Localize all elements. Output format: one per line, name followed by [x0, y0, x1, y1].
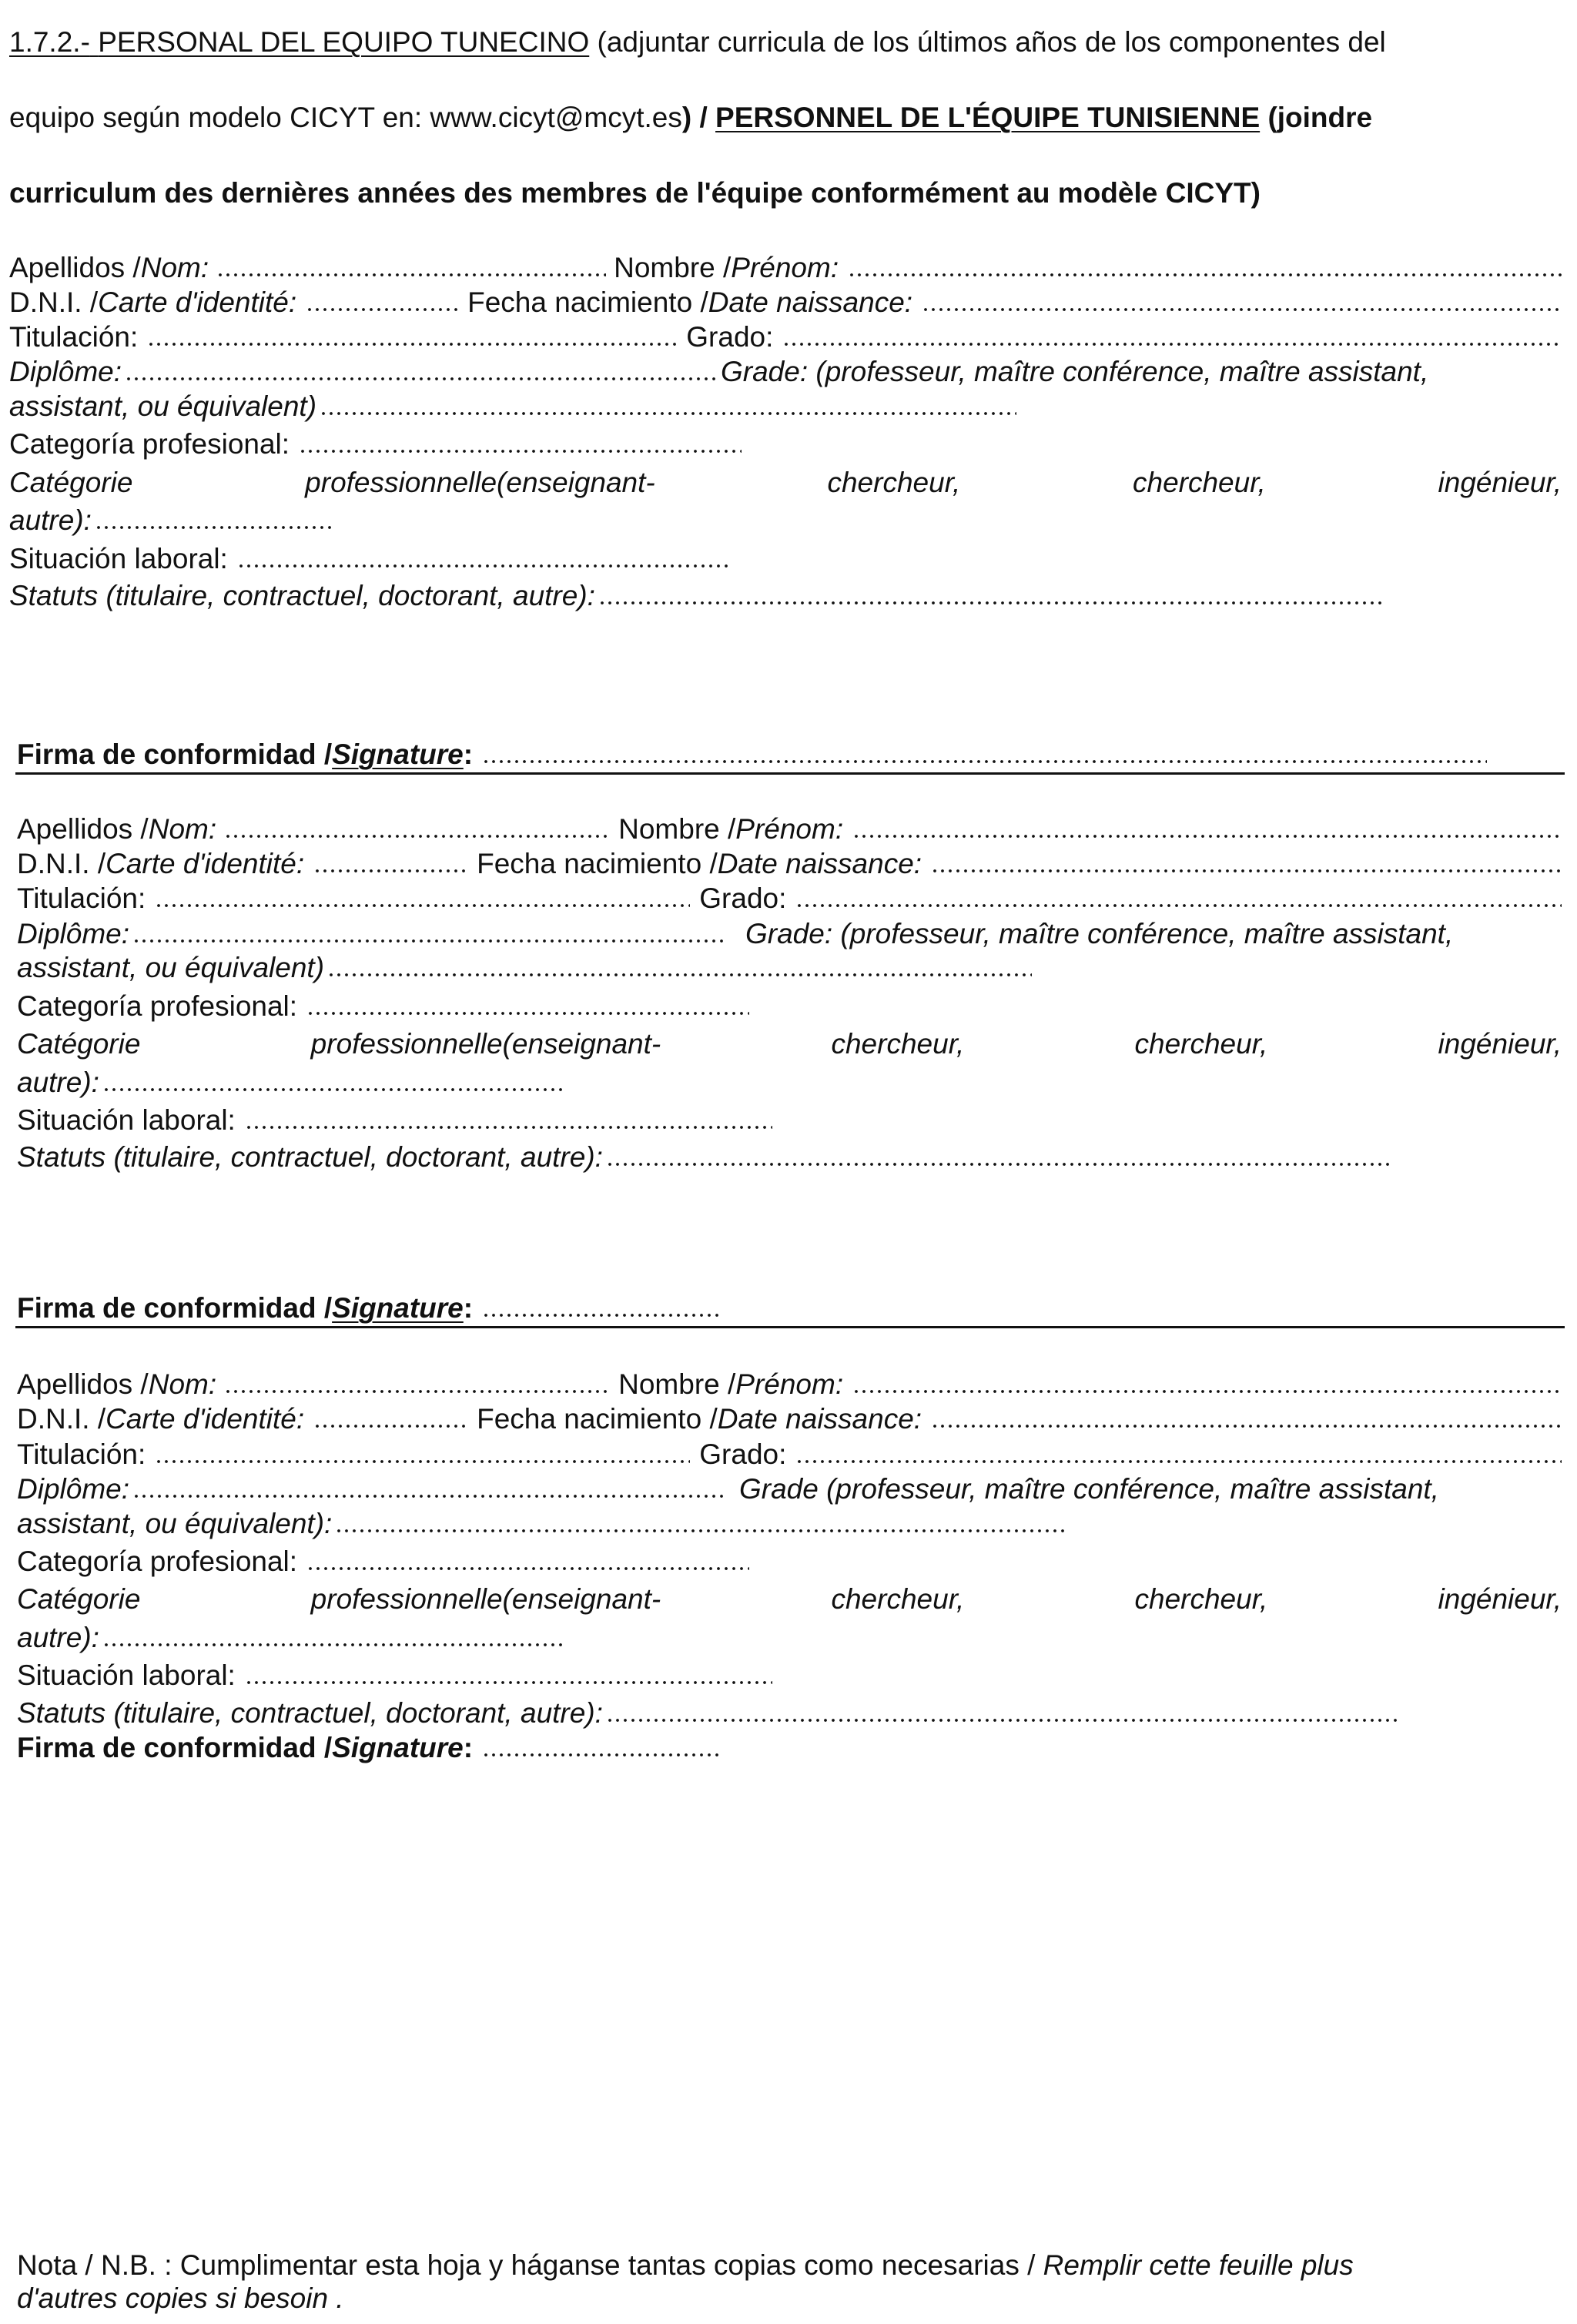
person-3-row-dni: D.N.I. / Carte d'identité: Fecha nacimiento / Date naissance:: [17, 1400, 1562, 1438]
footer-note-line-2: d'autres copies si besoin .: [17, 2282, 344, 2314]
person-2-row-assistant: assistant, ou équivalent): [17, 949, 1562, 987]
person-3-statuts-field[interactable]: [606, 1716, 1399, 1723]
person-3-grade-field[interactable]: [335, 1527, 1066, 1533]
person-2-row-nom: Apellidos / Nom: Nombre / Prénom:: [17, 810, 1562, 849]
person-1-row-firma: Firma de conformidad / Signature :: [17, 735, 1562, 774]
person-3-row-firma: Firma de conformidad / Signature :: [17, 1729, 1562, 1767]
person-1-diplome-field[interactable]: [125, 375, 718, 381]
header-line-3: curriculum des dernières années des membres de l'équipe conformément au modèle CICYT): [9, 177, 1261, 209]
person-2-row-dni: D.N.I. / Carte d'identité: Fecha nacimiento / Date naissance:: [17, 845, 1562, 883]
person-2-row-situacion: Situación laboral:: [17, 1101, 1562, 1140]
person-3-dni-field[interactable]: [313, 1422, 467, 1428]
section-title-fr: PERSONNEL DE L'ÉQUIPE TUNISIENNE: [715, 102, 1261, 133]
person-3-nombre-field[interactable]: [852, 1388, 1562, 1394]
person-1-row-autre: autre):: [9, 501, 1562, 540]
person-1-row-assistant: assistant, ou équivalent): [9, 387, 1562, 426]
person-2-grado-field[interactable]: [795, 902, 1562, 908]
person-2-titulacion-field[interactable]: [155, 902, 690, 908]
person-1-row-situacion: Situación laboral:: [9, 540, 1562, 578]
person-1-row-categoria: Categoría profesional:: [9, 425, 1562, 464]
person-2-grade-field[interactable]: [327, 971, 1032, 977]
person-1-row-diplome: Diplôme: Grade: (professeur, maître conférence, maître assistant,: [9, 356, 1429, 387]
person-1-apellidos-field[interactable]: [216, 271, 606, 277]
person-2-row-categoria: Categoría profesional:: [17, 987, 1562, 1026]
person-1-row-nom: Apellidos / Nom: Nombre / Prénom:: [9, 249, 1562, 287]
person-3-row-categorie: Catégorie professionnelle(enseignant- chercheur, chercheur, ingénieur,: [17, 1583, 1562, 1615]
person-1-row-statuts: Statuts (titulaire, contractuel, doctorant, autre):: [9, 577, 1562, 615]
person-2-fecha-field[interactable]: [931, 867, 1562, 873]
header-line-2: equipo según modelo CICYT en: www.cicyt@mcyt.es) / PERSONNEL DE L'ÉQUIPE TUNISIENNE (joindre: [9, 102, 1373, 133]
person-3-titulacion-field[interactable]: [155, 1458, 690, 1464]
footer-note: Nota / N.B. : Cumplimentar esta hoja y háganse tantas copias como necesarias /: [17, 2249, 1043, 2281]
person-1-nombre-field[interactable]: [848, 271, 1562, 277]
person-1-categoria-field[interactable]: [299, 447, 742, 454]
person-3-categoria-field[interactable]: [306, 1565, 749, 1571]
person-2-row-firma: Firma de conformidad / Signature :: [17, 1289, 1562, 1328]
person-2-situacion-field[interactable]: [245, 1123, 772, 1130]
person-1-signature-field[interactable]: [482, 758, 1487, 764]
person-2-row-titulacion: Titulación: Grado:: [17, 879, 1562, 918]
person-3-fecha-field[interactable]: [931, 1422, 1562, 1428]
person-2-nombre-field[interactable]: [852, 832, 1562, 839]
person-3-row-assistant: assistant, ou équivalent):: [17, 1505, 1562, 1543]
person-3-row-categoria: Categoría profesional:: [17, 1542, 1562, 1581]
person-2-signature-field[interactable]: [482, 1311, 721, 1318]
person-1-dni-field[interactable]: [306, 306, 458, 312]
person-2-row-autre: autre):: [17, 1063, 1562, 1102]
person-2-dni-field[interactable]: [313, 867, 467, 873]
person-3-row-statuts: Statuts (titulaire, contractuel, doctorant, autre):: [17, 1694, 1562, 1733]
header-cicyt-link: equipo según modelo CICYT en: www.cicyt@mcyt.es: [9, 102, 682, 133]
person-1-fecha-field[interactable]: [922, 306, 1562, 312]
person-2-apellidos-field[interactable]: [224, 832, 611, 839]
header-instruction-fr: (joindre: [1267, 102, 1373, 133]
person-1-situacion-field[interactable]: [237, 562, 730, 568]
footer-note-fr: Remplir cette feuille plus: [1043, 2249, 1354, 2281]
divider-2: [15, 1326, 1565, 1328]
header-instruction-es: (adjuntar curricula de los últimos años de los componentes del: [597, 26, 1386, 58]
person-3-situacion-field[interactable]: [245, 1679, 772, 1685]
person-3-signature-field[interactable]: [482, 1751, 721, 1757]
person-1-row-categorie: Catégorie professionnelle(enseignant- chercheur, chercheur, ingénieur,: [9, 467, 1562, 498]
section-number: 1.7.2.-: [9, 26, 90, 58]
person-1-grade-field[interactable]: [320, 410, 1016, 416]
person-2-row-diplome: Diplôme: Grade: (professeur, maître conférence, maître assistant,: [17, 918, 1454, 949]
person-2-categoria-field[interactable]: [306, 1010, 749, 1016]
person-2-statuts-field[interactable]: [606, 1160, 1391, 1167]
person-1-row-titulacion: Titulación: Grado:: [9, 318, 1562, 357]
person-3-categorie-field[interactable]: [102, 1641, 564, 1647]
person-1-row-dni: D.N.I. / Carte d'identité: Fecha nacimiento / Date naissance:: [9, 283, 1562, 322]
person-3-grado-field[interactable]: [795, 1458, 1562, 1464]
header-line-1: [9, 23, 1562, 62]
person-2-categorie-field[interactable]: [102, 1086, 564, 1092]
person-2-row-statuts: Statuts (titulaire, contractuel, doctorant, autre):: [17, 1138, 1562, 1177]
divider-1: [15, 772, 1565, 775]
section-title-es: PERSONAL DEL EQUIPO TUNECINO: [98, 26, 590, 58]
person-1-statuts-field[interactable]: [598, 599, 1384, 605]
person-3-row-situacion: Situación laboral:: [17, 1656, 1562, 1695]
person-1-categorie-field[interactable]: [95, 524, 333, 530]
person-2-diplome-field[interactable]: [132, 937, 725, 943]
person-3-row-autre: autre):: [17, 1619, 1562, 1657]
person-1-grado-field[interactable]: [782, 340, 1562, 347]
person-1-titulacion-field[interactable]: [147, 340, 677, 347]
person-3-row-nom: Apellidos / Nom: Nombre / Prénom:: [17, 1365, 1562, 1404]
person-2-row-categorie: Catégorie professionnelle(enseignant- chercheur, chercheur, ingénieur,: [17, 1028, 1562, 1060]
person-3-diplome-field[interactable]: [132, 1492, 725, 1499]
person-3-row-titulacion: Titulación: Grado:: [17, 1435, 1562, 1474]
person-3-apellidos-field[interactable]: [224, 1388, 611, 1394]
person-3-row-diplome: Diplôme: Grade (professeur, maître conférence, maître assistant,: [17, 1473, 1439, 1505]
